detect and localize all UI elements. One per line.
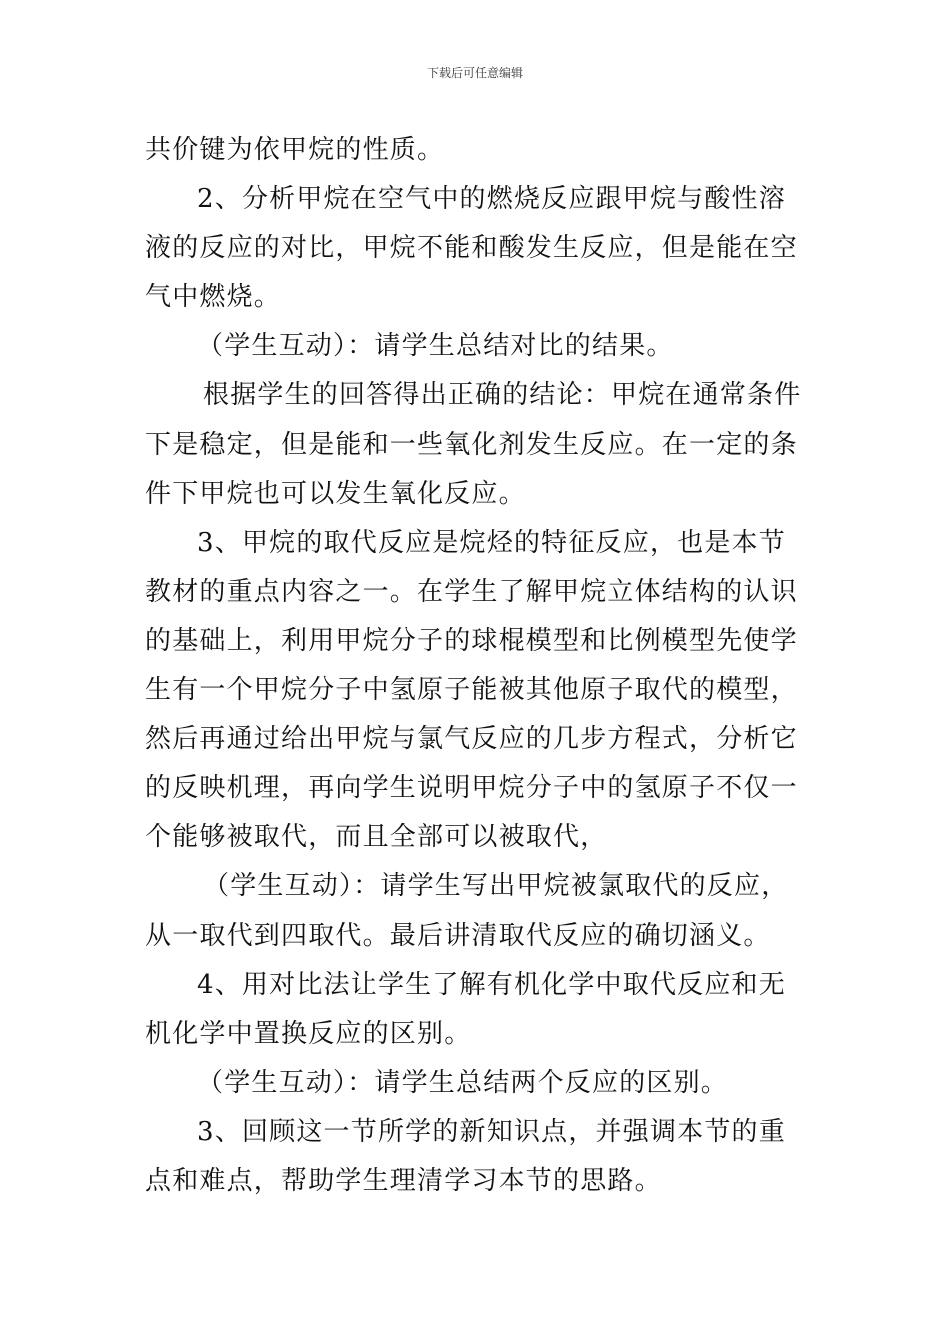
paragraph-2: 2、分析甲烷在空气中的燃烧反应跟甲烷与酸性溶液的反应的对比，甲烷不能和酸发生反应，但是能在空气中燃烧。 — [145, 184, 798, 313]
paragraph-9: 3、回顾这一节所学的新知识点，并强调本节的重点和难点，帮助学生理清学习本节的思路。 — [145, 1116, 786, 1196]
paragraph-4: 根据学生的回答得出正确的结论：甲烷在通常条件下是稳定，但是能和一些氧化剂发生反应。在一定的条件下甲烷也可以发生氧化反应。 — [145, 380, 802, 509]
paragraph-3: （学生互动）：请学生总结对比的结果。 — [197, 331, 674, 362]
paragraph-1: 共价键为依甲烷的性质。 — [145, 135, 445, 165]
document-body — [145, 126, 807, 1206]
paragraph-7: 4、用对比法让学生了解有机化学中取代反应和无机化学中置换反应的区别。 — [145, 969, 786, 1049]
paragraph-5: 3、甲烷的取代反应是烷烃的特征反应，也是本节教材的重点内容之一。在学生了解甲烷立体结构的认识的基础上，利用甲烷分子的球棍模型和比例模型先使学生有一个甲烷分子中氢原子能被其他原子取代的模型，然后再通过给出甲烷与氯气反应的几步方程式，分析它的反映机理，再向学生说明甲烷分子中的氢原子不仅一个能够被取代，而且全部可以被取代， — [145, 527, 798, 853]
paragraph-8: （学生互动）：请学生总结两个反应的区别。 — [197, 1067, 729, 1098]
page-header: 下载后可任意编辑 — [426, 66, 523, 80]
paragraph-6: （学生互动）：请学生写出甲烷被氯取代的反应，从一取代到四取代。最后讲清取代反应的确切涵义。 — [145, 871, 789, 951]
